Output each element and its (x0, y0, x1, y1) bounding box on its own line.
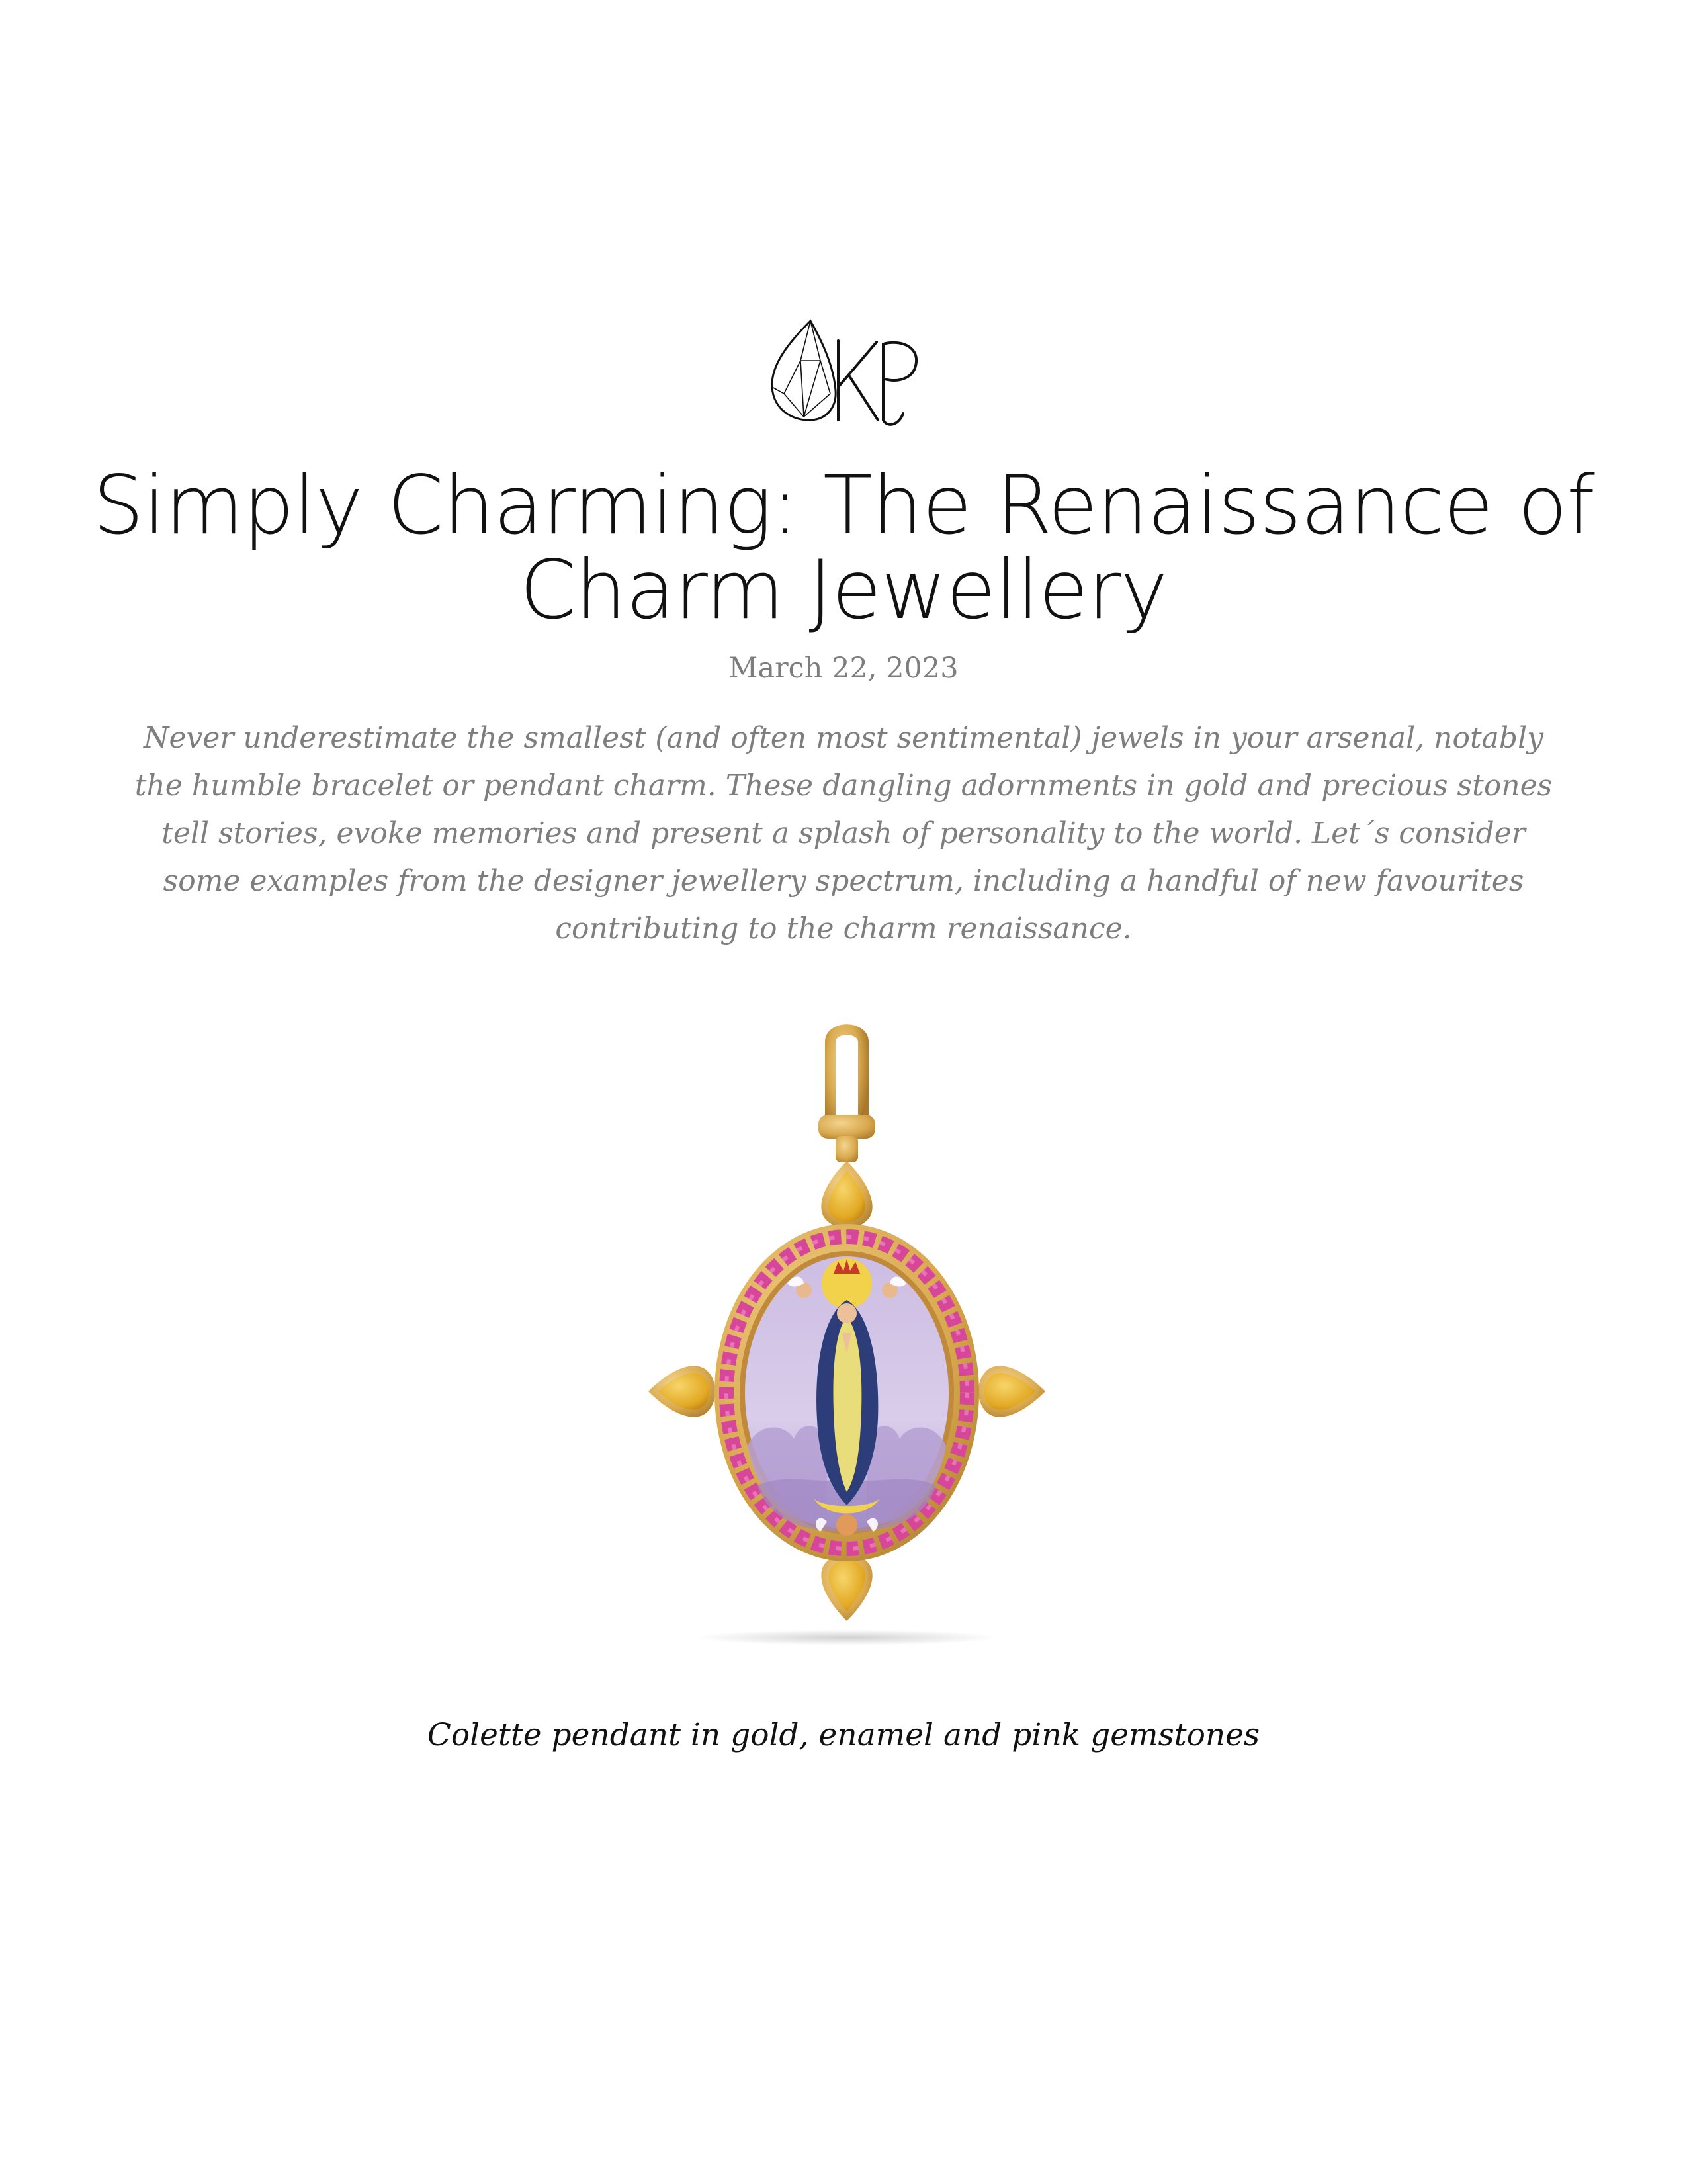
article-title: Simply Charming: The Renaissance of Charm Jewellery (93, 459, 1594, 637)
kp-logo-mark (764, 314, 923, 427)
figure-caption: Colette pendant in gold, enamel and pink gemstones (427, 1717, 1260, 1753)
article-intro: Never underestimate the smallest (and often most sentimental) jewels in your arsenal, notably the humble bracelet or pendant charm. These dangling adornments in gold and precious stones tell stories, evoke memories and present a splash of personality to the world. Let´s consider some examples from the designer jewellery spectrum, including a handful of new favourites contributing to the charm renaissance. (134, 721, 1553, 945)
kp-logo[interactable] (764, 314, 923, 427)
article-date: March 22, 2023 (728, 652, 959, 685)
colette-pendant-illustration (645, 1022, 1049, 1651)
pendant-image (645, 1022, 1049, 1651)
